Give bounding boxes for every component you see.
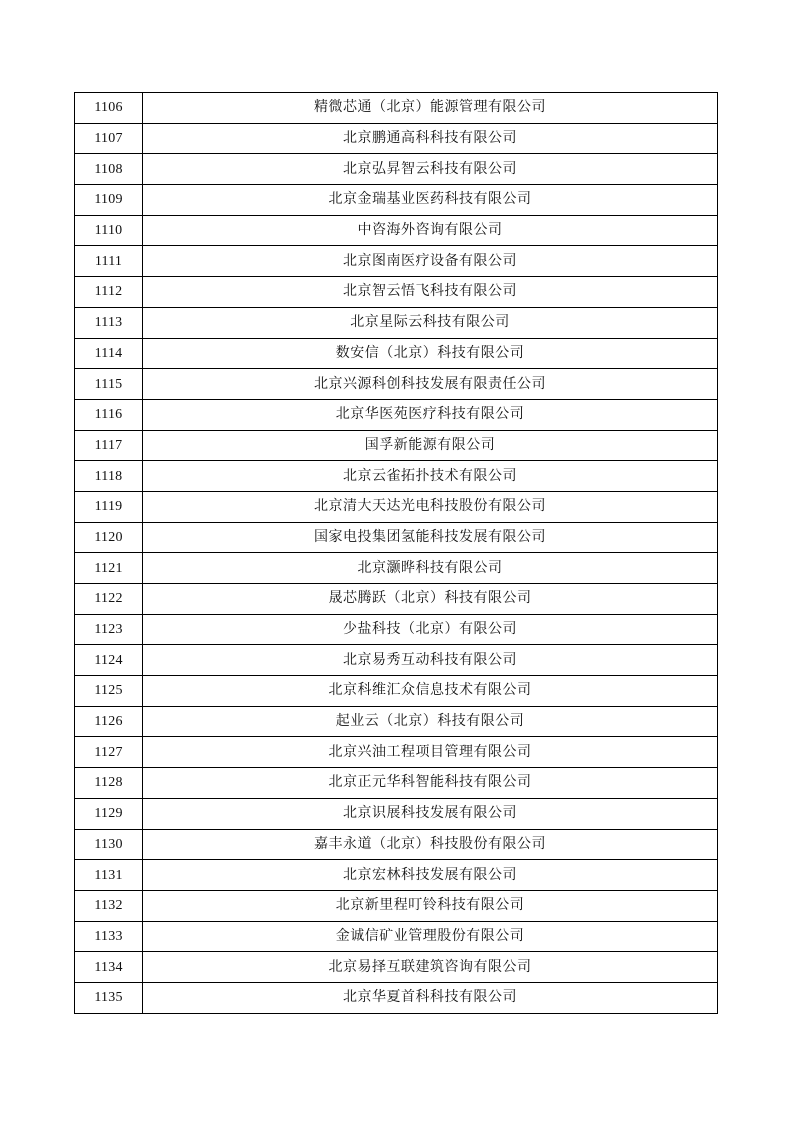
company-name-cell: 北京科维汇众信息技术有限公司 <box>143 676 718 707</box>
table-row <box>75 737 718 768</box>
row-number-cell: 1115 <box>75 369 143 400</box>
row-number-cell: 1133 <box>75 921 143 952</box>
table-row <box>75 982 718 1013</box>
table-row <box>75 676 718 707</box>
company-name-cell: 北京兴油工程项目管理有限公司 <box>143 737 718 768</box>
company-name-cell: 北京鹏通高科科技有限公司 <box>143 123 718 154</box>
table-row <box>75 246 718 277</box>
company-name-cell: 嘉丰永道（北京）科技股份有限公司 <box>143 829 718 860</box>
table-row <box>75 860 718 891</box>
table-row <box>75 123 718 154</box>
company-name-cell: 北京灏晔科技有限公司 <box>143 553 718 584</box>
row-number-cell: 1134 <box>75 952 143 983</box>
company-name-cell: 北京识展科技发展有限公司 <box>143 798 718 829</box>
table-row <box>75 369 718 400</box>
table-row <box>75 952 718 983</box>
company-name-cell: 国家电投集团氢能科技发展有限公司 <box>143 522 718 553</box>
table-row <box>75 921 718 952</box>
company-name-cell: 北京华医苑医疗科技有限公司 <box>143 399 718 430</box>
table-row <box>75 890 718 921</box>
table-row <box>75 522 718 553</box>
company-name-cell: 北京易择互联建筑咨询有限公司 <box>143 952 718 983</box>
company-list-table <box>74 92 718 1014</box>
row-number-cell: 1121 <box>75 553 143 584</box>
row-number-cell: 1118 <box>75 461 143 492</box>
row-number-cell: 1114 <box>75 338 143 369</box>
company-name-cell: 北京图南医疗设备有限公司 <box>143 246 718 277</box>
company-name-cell: 起业云（北京）科技有限公司 <box>143 706 718 737</box>
company-name-cell: 北京清大天达光电科技股份有限公司 <box>143 491 718 522</box>
row-number-cell: 1106 <box>75 93 143 124</box>
table-body <box>75 93 718 1014</box>
table-row <box>75 829 718 860</box>
company-name-cell: 北京易秀互动科技有限公司 <box>143 645 718 676</box>
company-name-cell: 北京弘昇智云科技有限公司 <box>143 154 718 185</box>
company-name-cell: 少盐科技（北京）有限公司 <box>143 614 718 645</box>
company-name-cell: 北京智云悟飞科技有限公司 <box>143 277 718 308</box>
row-number-cell: 1120 <box>75 522 143 553</box>
row-number-cell: 1117 <box>75 430 143 461</box>
table-row <box>75 277 718 308</box>
row-number-cell: 1113 <box>75 307 143 338</box>
table-row <box>75 706 718 737</box>
row-number-cell: 1109 <box>75 185 143 216</box>
table-row <box>75 185 718 216</box>
row-number-cell: 1125 <box>75 676 143 707</box>
company-name-cell: 晟芯腾跃（北京）科技有限公司 <box>143 584 718 615</box>
row-number-cell: 1132 <box>75 890 143 921</box>
table-row <box>75 338 718 369</box>
table-row <box>75 798 718 829</box>
company-name-cell: 精微芯通（北京）能源管理有限公司 <box>143 93 718 124</box>
row-number-cell: 1111 <box>75 246 143 277</box>
row-number-cell: 1128 <box>75 768 143 799</box>
company-name-cell: 北京正元华科智能科技有限公司 <box>143 768 718 799</box>
company-name-cell: 北京星际云科技有限公司 <box>143 307 718 338</box>
table-row <box>75 154 718 185</box>
table-row <box>75 461 718 492</box>
company-name-cell: 北京兴源科创科技发展有限责任公司 <box>143 369 718 400</box>
row-number-cell: 1127 <box>75 737 143 768</box>
company-name-cell: 金诚信矿业管理股份有限公司 <box>143 921 718 952</box>
row-number-cell: 1107 <box>75 123 143 154</box>
table-row <box>75 491 718 522</box>
company-name-cell: 北京金瑞基业医药科技有限公司 <box>143 185 718 216</box>
table-row <box>75 399 718 430</box>
row-number-cell: 1112 <box>75 277 143 308</box>
row-number-cell: 1123 <box>75 614 143 645</box>
company-name-cell: 中咨海外咨询有限公司 <box>143 215 718 246</box>
row-number-cell: 1135 <box>75 982 143 1013</box>
company-name-cell: 北京云雀拓扑技术有限公司 <box>143 461 718 492</box>
company-name-cell: 数安信（北京）科技有限公司 <box>143 338 718 369</box>
table-row <box>75 584 718 615</box>
company-name-cell: 北京宏林科技发展有限公司 <box>143 860 718 891</box>
company-name-cell: 北京新里程叮铃科技有限公司 <box>143 890 718 921</box>
table-row <box>75 215 718 246</box>
row-number-cell: 1124 <box>75 645 143 676</box>
row-number-cell: 1130 <box>75 829 143 860</box>
table-row <box>75 93 718 124</box>
row-number-cell: 1122 <box>75 584 143 615</box>
row-number-cell: 1116 <box>75 399 143 430</box>
table-row <box>75 430 718 461</box>
company-name-cell: 国孚新能源有限公司 <box>143 430 718 461</box>
table-row <box>75 614 718 645</box>
table-row <box>75 645 718 676</box>
company-name-cell: 北京华夏首科科技有限公司 <box>143 982 718 1013</box>
row-number-cell: 1126 <box>75 706 143 737</box>
table-row <box>75 307 718 338</box>
row-number-cell: 1108 <box>75 154 143 185</box>
row-number-cell: 1131 <box>75 860 143 891</box>
table-row <box>75 553 718 584</box>
table-row <box>75 768 718 799</box>
row-number-cell: 1129 <box>75 798 143 829</box>
row-number-cell: 1119 <box>75 491 143 522</box>
row-number-cell: 1110 <box>75 215 143 246</box>
